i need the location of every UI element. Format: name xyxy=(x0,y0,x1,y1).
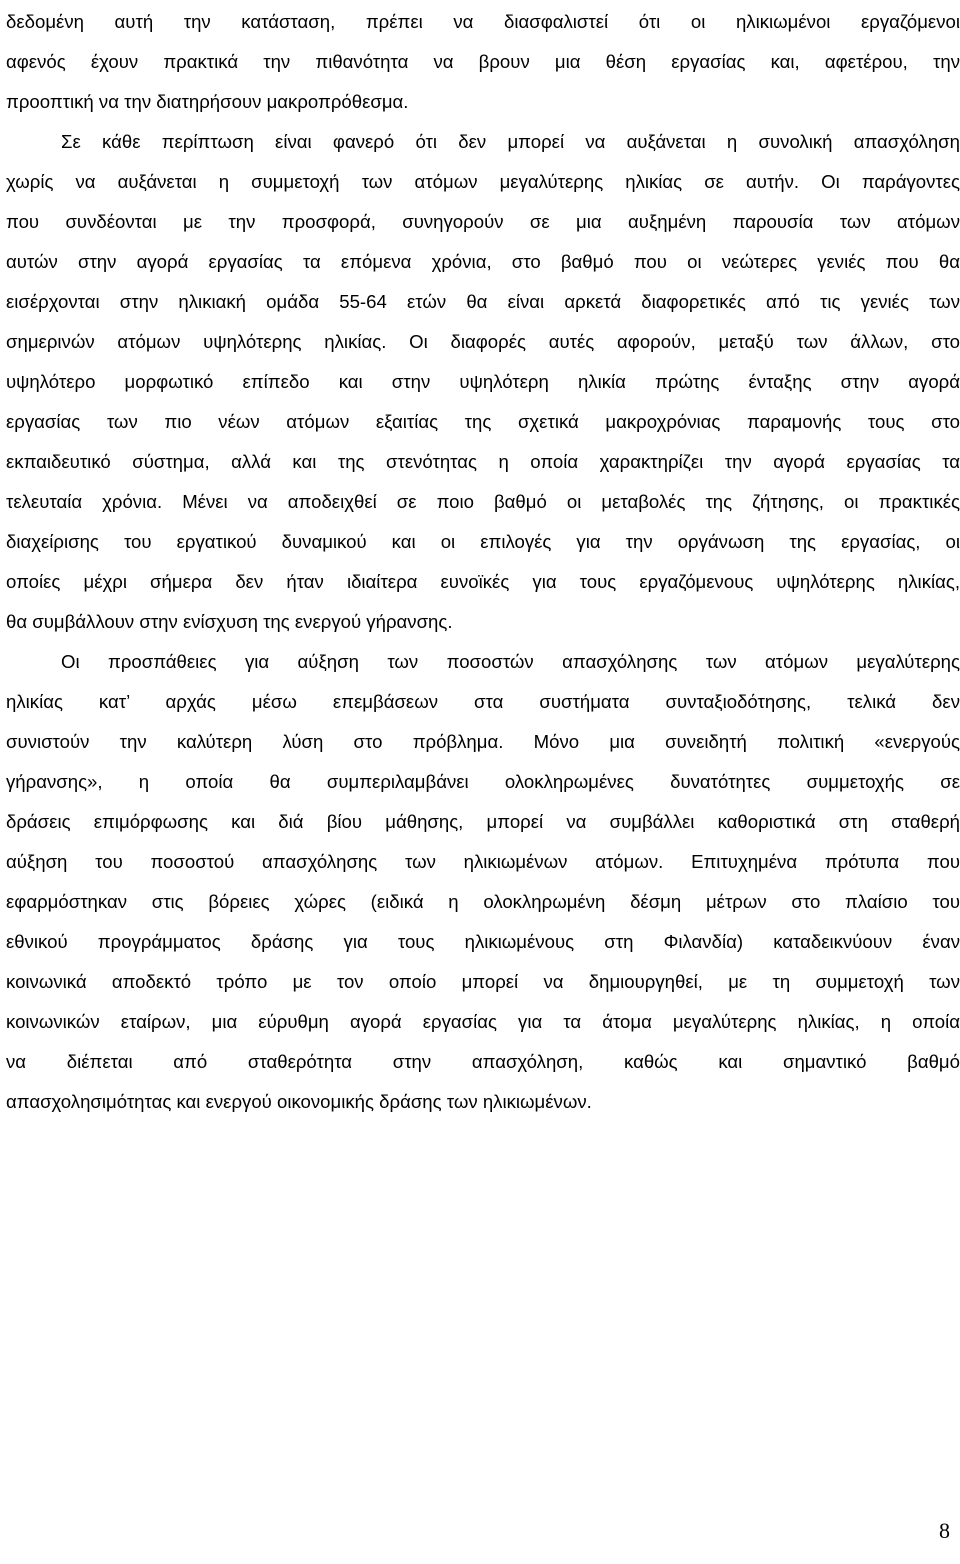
text-line: κοινωνικών εταίρων, μια εύρυθμη αγορά εργασίας για τα άτομα μεγαλύτερης ηλικίας, η οποία xyxy=(6,1011,960,1032)
page-number: 8 xyxy=(939,1518,950,1543)
text-line: δεδομένη αυτή την κατάσταση, πρέπει να διασφαλιστεί ότι οι ηλικιωμένοι εργαζόμενοι xyxy=(6,11,960,32)
text-line: συνιστούν την καλύτερη λύση στο πρόβλημα. Μόνο μια συνειδητή πολιτική «ενεργούς xyxy=(6,731,960,752)
text-line: που συνδέονται με την προσφορά, συνηγορούν σε μια αυξημένη παρουσία των ατόμων xyxy=(6,211,960,232)
text-line: αφενός έχουν πρακτικά την πιθανότητα να βρουν μια θέση εργασίας και, αφετέρου, την xyxy=(6,51,960,72)
text-line: υψηλότερο μορφωτικό επίπεδο και στην υψηλότερη ηλικία πρώτης ένταξης στην αγορά xyxy=(6,371,960,392)
text-line: ηλικίας κατ’ αρχάς μέσω επεμβάσεων στα συστήματα συνταξιοδότησης, τελικά δεν xyxy=(6,691,960,712)
text-line: Οι προσπάθειες για αύξηση των ποσοστών απασχόλησης των ατόμων μεγαλύτερης xyxy=(61,651,960,672)
body-text xyxy=(6,2,960,1122)
paragraph xyxy=(6,2,960,122)
text-line: χωρίς να αυξάνεται η συμμετοχή των ατόμων μεγαλύτερης ηλικίας σε αυτήν. Οι παράγοντες xyxy=(6,171,960,192)
text-line: εθνικού προγράμματος δράσης για τους ηλικιωμένους στη Φιλανδία) καταδεικνύουν έναν xyxy=(6,931,960,952)
text-line: προοπτική να την διατηρήσουν μακροπρόθεσμα. xyxy=(6,91,409,112)
paragraph xyxy=(6,122,960,642)
text-line: κοινωνικά αποδεκτό τρόπο με τον οποίο μπορεί να δημιουργηθεί, με τη συμμετοχή των xyxy=(6,971,960,992)
text-line: εκπαιδευτικό σύστημα, αλλά και της στενότητας η οποία χαρακτηρίζει την αγορά εργασίας τα xyxy=(6,451,960,472)
text-line: εργασίας των πιο νέων ατόμων εξαιτίας της σχετικά μακροχρόνιας παραμονής τους στο xyxy=(6,411,960,432)
text-line: γήρανσης», η οποία θα συμπεριλαμβάνει ολοκληρωμένες δυνατότητες συμμετοχής σε xyxy=(6,771,960,792)
text-line: Σε κάθε περίπτωση είναι φανερό ότι δεν μπορεί να αυξάνεται η συνολική απασχόληση xyxy=(61,131,960,152)
text-line: αύξηση του ποσοστού απασχόλησης των ηλικιωμένων ατόμων. Επιτυχημένα πρότυπα που xyxy=(6,851,960,872)
text-line: εφαρμόστηκαν στις βόρειες χώρες (ειδικά η ολοκληρωμένη δέσμη μέτρων στο πλαίσιο του xyxy=(6,891,960,912)
text-line: να διέπεται από σταθερότητα στην απασχόληση, καθώς και σημαντικό βαθμό xyxy=(6,1051,960,1072)
text-line: θα συμβάλλουν στην ενίσχυση της ενεργού γήρανσης. xyxy=(6,611,453,632)
text-line: σημερινών ατόμων υψηλότερης ηλικίας. Οι διαφορές αυτές αφορούν, μεταξύ των άλλων, στο xyxy=(6,331,960,352)
text-line: δράσεις επιμόρφωσης και διά βίου μάθησης, μπορεί να συμβάλλει καθοριστικά στη σταθερή xyxy=(6,811,960,832)
text-line: εισέρχονται στην ηλικιακή ομάδα 55-64 ετών θα είναι αρκετά διαφορετικές από τις γενιές των xyxy=(6,291,960,312)
text-line: τελευταία χρόνια. Μένει να αποδειχθεί σε ποιο βαθμό οι μεταβολές της ζήτησης, οι πρακτικές xyxy=(6,491,960,512)
text-line: απασχολησιμότητας και ενεργού οικονομικής δράσης των ηλικιωμένων. xyxy=(6,1091,592,1112)
text-line: διαχείρισης του εργατικού δυναμικού και οι επιλογές για την οργάνωση της εργασίας, οι xyxy=(6,531,960,552)
text-line: αυτών στην αγορά εργασίας τα επόμενα χρόνια, στο βαθμό που οι νεώτερες γενιές που θα xyxy=(6,251,960,272)
text-line: οποίες μέχρι σήμερα δεν ήταν ιδιαίτερα ευνοϊκές για τους εργαζόμενους υψηλότερης ηλικίας, xyxy=(6,571,960,592)
paragraph xyxy=(6,642,960,1122)
